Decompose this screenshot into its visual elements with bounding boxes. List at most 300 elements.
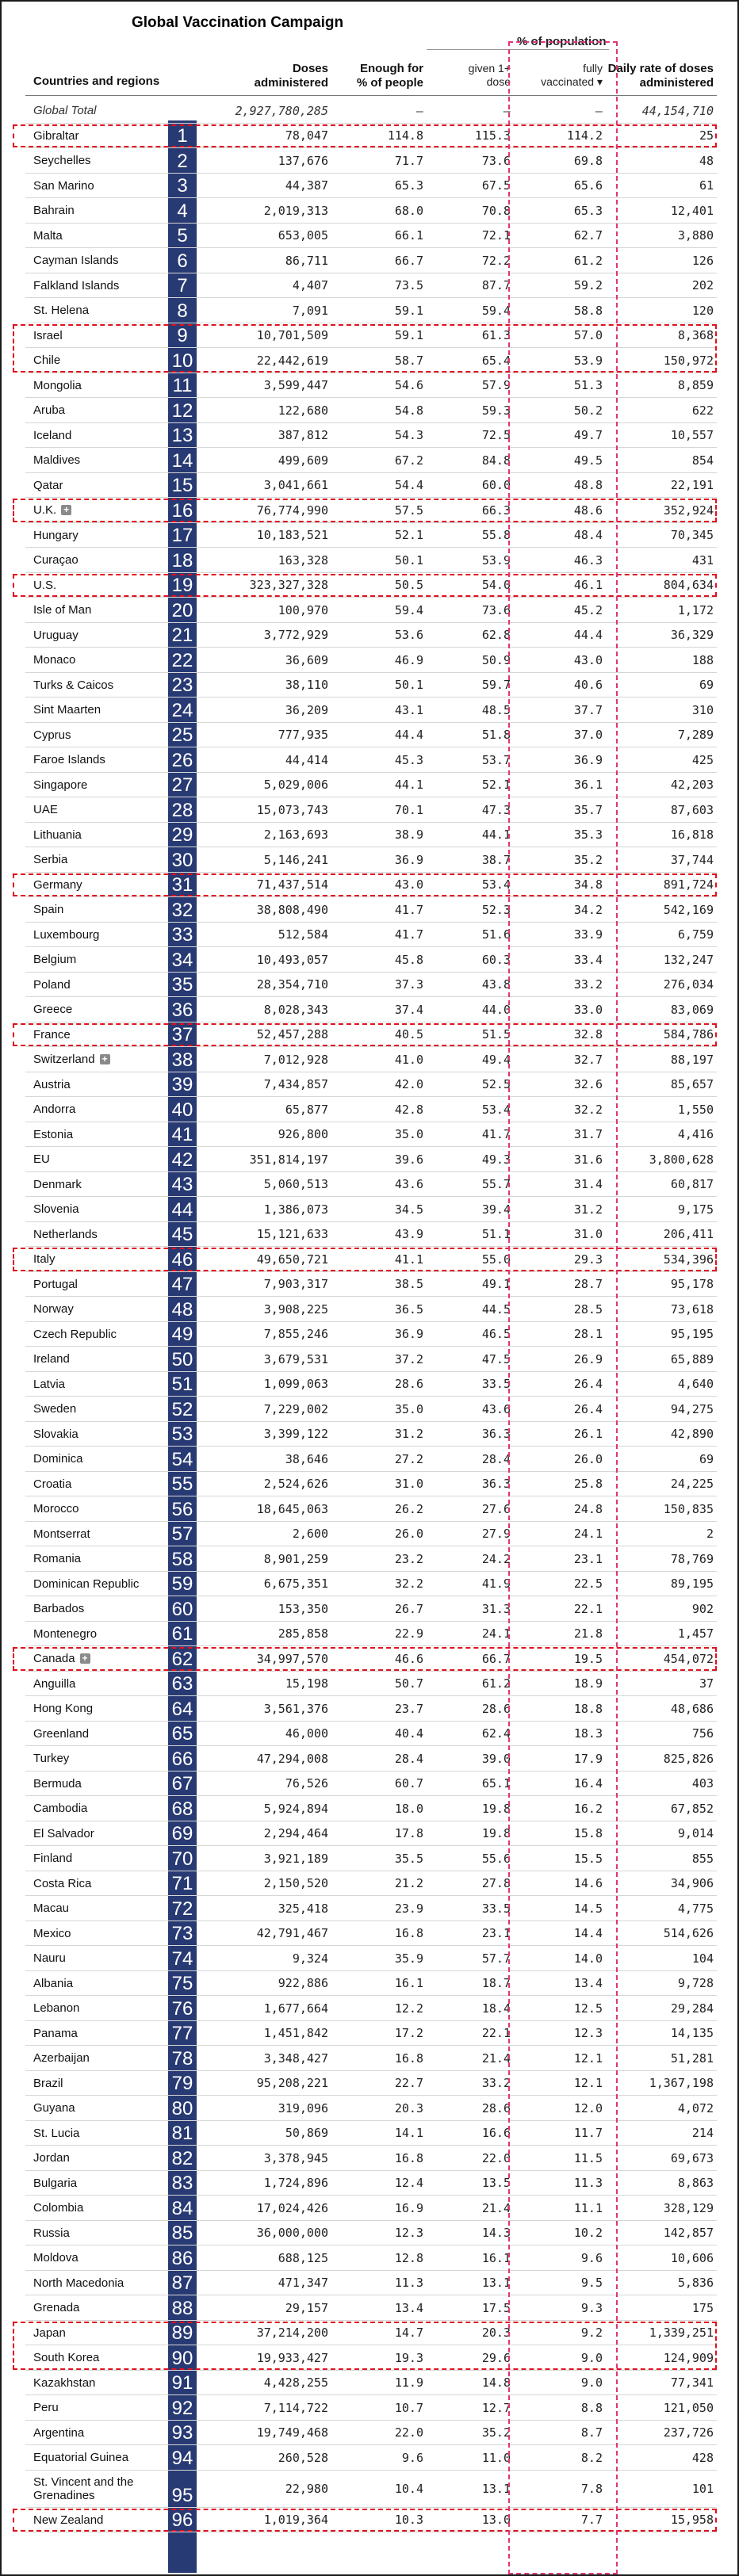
enough-cell: 60.7 bbox=[394, 1776, 423, 1791]
country-name-text: Costa Rica bbox=[33, 1876, 92, 1890]
table-row[interactable] bbox=[2, 673, 737, 698]
table-row[interactable] bbox=[2, 2471, 737, 2508]
table-row[interactable] bbox=[2, 947, 737, 973]
fully-cell: 9.3 bbox=[580, 2300, 603, 2315]
enough-cell: 41.7 bbox=[394, 902, 423, 917]
table-row[interactable] bbox=[2, 1622, 737, 1647]
doses-cell: 36,000,000 bbox=[256, 2226, 328, 2241]
fully-cell: 61.2 bbox=[573, 253, 603, 268]
table-row[interactable] bbox=[2, 2046, 737, 2071]
given-cell: 49.1 bbox=[481, 1277, 511, 1292]
enough-cell: 66.7 bbox=[394, 253, 423, 268]
given-cell: 62.4 bbox=[481, 1726, 511, 1741]
table-row[interactable] bbox=[2, 847, 737, 873]
table-row[interactable] bbox=[2, 323, 737, 349]
doses-cell: 15,198 bbox=[285, 1676, 328, 1691]
table-row[interactable] bbox=[2, 1072, 737, 1098]
table-row[interactable] bbox=[2, 2271, 737, 2296]
country-name-text: Denmark bbox=[33, 1177, 82, 1191]
given-cell: 55.8 bbox=[481, 528, 511, 543]
daily-cell: 891,724 bbox=[663, 877, 714, 892]
doses-cell: 38,646 bbox=[285, 1451, 328, 1466]
table-row[interactable] bbox=[2, 2295, 737, 2321]
country-name-text: U.S. bbox=[33, 578, 57, 592]
given-cell: 11.0 bbox=[481, 2450, 511, 2465]
table-row[interactable] bbox=[2, 573, 737, 598]
table-row[interactable] bbox=[2, 1696, 737, 1722]
table-row[interactable] bbox=[2, 398, 737, 423]
table-row[interactable] bbox=[2, 2445, 737, 2471]
enough-cell: 43.0 bbox=[394, 877, 423, 892]
doses-cell: 71,437,514 bbox=[256, 877, 328, 892]
country-name bbox=[33, 2071, 167, 2096]
doses-cell: 9,324 bbox=[292, 1951, 328, 1966]
fully-cell: 33.4 bbox=[573, 952, 603, 967]
country-name bbox=[33, 1996, 167, 2021]
country-name bbox=[33, 1322, 167, 1347]
table-row[interactable] bbox=[2, 1821, 737, 1847]
table-row[interactable] bbox=[2, 1297, 737, 1322]
daily-cell: 214 bbox=[691, 2126, 714, 2141]
table-row[interactable] bbox=[2, 2096, 737, 2121]
country-name bbox=[33, 2371, 167, 2396]
rank-number: 61 bbox=[171, 1623, 193, 1645]
given-cell: 38.7 bbox=[481, 852, 511, 867]
doses-cell: 44,387 bbox=[285, 178, 328, 193]
table-row[interactable] bbox=[2, 973, 737, 998]
given-cell: 44.0 bbox=[481, 1002, 511, 1017]
doses-cell: 2,150,520 bbox=[263, 1876, 328, 1891]
table-row[interactable] bbox=[2, 1796, 737, 1821]
country-name-text: Bermuda bbox=[33, 1776, 82, 1791]
doses-cell: 5,924,894 bbox=[263, 1801, 328, 1816]
rank-number: 94 bbox=[171, 2447, 193, 2469]
enough-cell: 70.1 bbox=[394, 802, 423, 817]
fully-cell: 8.7 bbox=[580, 2425, 603, 2440]
table-row[interactable] bbox=[2, 1722, 737, 1747]
table-row[interactable] bbox=[2, 298, 737, 323]
fully-cell: 11.7 bbox=[573, 2126, 603, 2141]
table-row[interactable] bbox=[2, 1672, 737, 1697]
table-row[interactable] bbox=[2, 2171, 737, 2196]
doses-cell: 319,096 bbox=[278, 2100, 328, 2115]
table-row[interactable] bbox=[2, 1122, 737, 1148]
country-name-text: Falkland Islands bbox=[33, 278, 120, 292]
rank-number: 12 bbox=[171, 399, 193, 422]
table-row[interactable] bbox=[2, 2371, 737, 2396]
given-cell: 60.3 bbox=[481, 952, 511, 967]
rank-number: 43 bbox=[171, 1174, 193, 1195]
header-doses[interactable] bbox=[197, 62, 328, 90]
country-name bbox=[33, 423, 167, 449]
table-row[interactable] bbox=[2, 1022, 737, 1048]
daily-cell: 24,225 bbox=[670, 1477, 714, 1492]
table-row[interactable] bbox=[2, 498, 737, 523]
daily-cell: 175 bbox=[691, 2300, 714, 2315]
country-name-text: Uruguay bbox=[33, 628, 78, 642]
table-row[interactable] bbox=[2, 598, 737, 623]
rank-number: 80 bbox=[171, 2097, 193, 2119]
rank-number: 49 bbox=[171, 1324, 193, 1345]
enough-cell: 114.8 bbox=[387, 128, 423, 143]
doses-cell: 3,599,447 bbox=[263, 378, 328, 393]
daily-cell: 534,396 bbox=[663, 1252, 714, 1267]
table-row[interactable] bbox=[2, 2345, 737, 2371]
table-row[interactable] bbox=[2, 2021, 737, 2047]
given-cell: 70.8 bbox=[481, 203, 511, 218]
table-row[interactable] bbox=[2, 648, 737, 673]
given-cell: 22.1 bbox=[481, 2026, 511, 2041]
rank-number: 15 bbox=[171, 475, 193, 496]
enough-cell: 14.7 bbox=[394, 2326, 423, 2341]
rank-number: 30 bbox=[171, 849, 193, 871]
given-cell: 24.1 bbox=[481, 1626, 511, 1642]
country-name-text: Montserrat bbox=[33, 1527, 90, 1541]
fully-cell: 22.1 bbox=[573, 1601, 603, 1616]
doses-cell: 10,493,057 bbox=[256, 952, 328, 967]
enough-cell: 14.1 bbox=[394, 2126, 423, 2141]
fully-cell: 59.2 bbox=[573, 278, 603, 293]
fully-cell: 58.8 bbox=[573, 303, 603, 318]
fully-cell: 7.8 bbox=[580, 2482, 603, 2496]
doses-cell: 100,970 bbox=[278, 602, 328, 617]
rank-number: 26 bbox=[171, 749, 193, 771]
doses-cell: 22,442,619 bbox=[256, 353, 328, 368]
table-row[interactable] bbox=[2, 174, 737, 199]
country-name-text: Italy bbox=[33, 1252, 56, 1267]
daily-cell: 132,247 bbox=[663, 952, 714, 967]
table-row[interactable] bbox=[2, 423, 737, 449]
fully-cell: 65.6 bbox=[573, 178, 603, 193]
table-row[interactable] bbox=[2, 1496, 737, 1522]
country-name-text: Chile bbox=[33, 354, 61, 368]
doses-cell: 7,434,857 bbox=[263, 1077, 328, 1092]
fully-cell: 10.2 bbox=[573, 2226, 603, 2241]
enough-cell: 65.3 bbox=[394, 178, 423, 193]
fully-cell: 36.1 bbox=[573, 778, 603, 793]
table-row[interactable] bbox=[2, 1596, 737, 1622]
given-cell: 53.4 bbox=[481, 1102, 511, 1117]
fully-cell: 32.7 bbox=[573, 1052, 603, 1067]
table-row[interactable] bbox=[2, 797, 737, 823]
rank-number: 92 bbox=[171, 2397, 193, 2419]
fully-cell: 22.5 bbox=[573, 1577, 603, 1592]
daily-cell: 61 bbox=[699, 178, 714, 193]
given-cell: 21.4 bbox=[481, 2050, 511, 2066]
rank-number: 11 bbox=[172, 375, 193, 396]
table-row[interactable] bbox=[2, 348, 737, 373]
fully-cell: 48.6 bbox=[573, 503, 603, 518]
table-row[interactable] bbox=[2, 124, 737, 149]
country-name-text: Peru bbox=[33, 2401, 59, 2415]
daily-cell: 14,135 bbox=[670, 2026, 714, 2041]
doses-cell: 323,327,328 bbox=[249, 578, 328, 593]
country-name-text: Faroe Islands bbox=[33, 753, 105, 767]
given-cell: 23.1 bbox=[481, 1926, 511, 1941]
table-row[interactable] bbox=[2, 2245, 737, 2271]
table-row[interactable] bbox=[2, 273, 737, 299]
country-name-text: Bulgaria bbox=[33, 2176, 78, 2190]
rank-number: 86 bbox=[171, 2247, 193, 2269]
country-name bbox=[33, 1397, 167, 1422]
header-given-line2: dose bbox=[486, 75, 511, 88]
country-name-text: Kazakhstan bbox=[33, 2375, 96, 2390]
country-name-text: Serbia bbox=[33, 853, 68, 867]
table-row[interactable] bbox=[2, 1846, 737, 1871]
table-row[interactable] bbox=[2, 1247, 737, 1272]
country-name bbox=[33, 1546, 167, 1572]
table-row[interactable] bbox=[2, 224, 737, 249]
fully-cell: 44.4 bbox=[573, 628, 603, 643]
fully-cell: 18.9 bbox=[573, 1676, 603, 1691]
country-name bbox=[33, 248, 167, 273]
country-name bbox=[33, 2021, 167, 2047]
given-cell: 31.3 bbox=[481, 1601, 511, 1616]
fully-cell: 65.3 bbox=[573, 203, 603, 218]
rank-number: 70 bbox=[171, 1848, 193, 1870]
rank-number: 91 bbox=[171, 2372, 193, 2394]
country-name bbox=[33, 2096, 167, 2121]
country-name bbox=[33, 2295, 167, 2321]
fully-cell: 7.7 bbox=[580, 2513, 603, 2528]
fully-cell: 31.6 bbox=[573, 1152, 603, 1167]
table-row[interactable] bbox=[2, 723, 737, 748]
table-row[interactable] bbox=[2, 1397, 737, 1422]
country-name-text: Poland bbox=[33, 977, 71, 992]
doses-cell: 3,772,929 bbox=[263, 628, 328, 643]
table-row[interactable] bbox=[2, 1047, 737, 1072]
doses-cell: 3,679,531 bbox=[263, 1351, 328, 1366]
table-row[interactable] bbox=[2, 473, 737, 499]
table-row[interactable] bbox=[2, 1272, 737, 1298]
enough-cell: 10.7 bbox=[394, 2400, 423, 2415]
country-name bbox=[33, 1197, 167, 1222]
table-row[interactable] bbox=[2, 523, 737, 548]
country-name bbox=[33, 1297, 167, 1322]
enough-cell: 9.6 bbox=[401, 2450, 423, 2465]
table-row[interactable] bbox=[2, 698, 737, 723]
global-total-enough: – bbox=[415, 103, 423, 118]
country-name-text: Croatia bbox=[33, 1477, 72, 1491]
country-name-text: Guyana bbox=[33, 2101, 75, 2115]
table-row[interactable] bbox=[2, 747, 737, 773]
table-row[interactable] bbox=[2, 1147, 737, 1172]
rank-number: 48 bbox=[171, 1298, 193, 1320]
header-given[interactable] bbox=[423, 62, 511, 89]
table-row[interactable] bbox=[2, 2508, 737, 2533]
table-row[interactable] bbox=[2, 1572, 737, 1597]
daily-cell: 10,557 bbox=[670, 428, 714, 443]
country-name bbox=[33, 923, 167, 948]
country-name-text: Dominica bbox=[33, 1452, 83, 1466]
given-cell: 13.5 bbox=[481, 2176, 511, 2191]
enough-cell: 52.1 bbox=[394, 528, 423, 543]
rank-number: 57 bbox=[171, 1523, 193, 1545]
table-row[interactable] bbox=[2, 1746, 737, 1771]
doses-cell: 46,000 bbox=[285, 1726, 328, 1741]
table-row[interactable] bbox=[2, 148, 737, 174]
table-row[interactable] bbox=[2, 2221, 737, 2246]
table-row[interactable] bbox=[2, 1472, 737, 1497]
rank-number: 58 bbox=[171, 1548, 193, 1570]
table-row[interactable] bbox=[2, 997, 737, 1022]
doses-cell: 42,791,467 bbox=[256, 1926, 328, 1941]
table-row[interactable] bbox=[2, 1197, 737, 1222]
global-total-row bbox=[2, 98, 737, 124]
fully-cell: 12.1 bbox=[573, 2076, 603, 2091]
enough-cell: 36.9 bbox=[394, 1327, 423, 1342]
given-cell: 27.8 bbox=[481, 1876, 511, 1891]
daily-cell: 48 bbox=[699, 153, 714, 168]
daily-cell: 69,673 bbox=[670, 2150, 714, 2165]
table-row[interactable] bbox=[2, 823, 737, 848]
given-cell: 22.0 bbox=[481, 2150, 511, 2165]
rank-number: 33 bbox=[171, 924, 193, 946]
given-cell: 20.3 bbox=[481, 2326, 511, 2341]
given-cell: 18.4 bbox=[481, 2001, 511, 2016]
enough-cell: 16.8 bbox=[394, 2050, 423, 2066]
table-row[interactable] bbox=[2, 1422, 737, 1447]
rank-number: 2 bbox=[177, 150, 188, 172]
country-name bbox=[33, 747, 167, 773]
table-row[interactable] bbox=[2, 1646, 737, 1672]
country-name-text: Morocco bbox=[33, 1502, 79, 1516]
fully-cell: 53.9 bbox=[573, 353, 603, 368]
country-name-text: Hungary bbox=[33, 528, 78, 542]
table-row[interactable] bbox=[2, 548, 737, 573]
table-row[interactable] bbox=[2, 1347, 737, 1372]
doses-cell: 19,749,468 bbox=[256, 2425, 328, 2440]
rank-number: 27 bbox=[171, 774, 193, 796]
rank-number: 32 bbox=[171, 899, 193, 921]
given-cell: 52.1 bbox=[481, 778, 511, 793]
enough-cell: 35.0 bbox=[394, 1401, 423, 1416]
expand-plus-icon[interactable]: + bbox=[100, 1054, 110, 1064]
doses-cell: 22,980 bbox=[285, 2482, 328, 2496]
header-enough[interactable] bbox=[328, 62, 423, 90]
rank-number: 7 bbox=[177, 275, 188, 296]
table-row[interactable] bbox=[2, 773, 737, 798]
doses-cell: 1,724,896 bbox=[263, 2176, 328, 2191]
table-row[interactable] bbox=[2, 448, 737, 473]
table-row[interactable] bbox=[2, 1097, 737, 1122]
given-cell: 28.6 bbox=[481, 1701, 511, 1716]
table-row[interactable] bbox=[2, 2071, 737, 2096]
global-total-doses: 2,927,780,285 bbox=[235, 103, 328, 118]
table-row[interactable] bbox=[2, 897, 737, 923]
country-name-text: Slovenia bbox=[33, 1202, 79, 1217]
header-given-line1: given 1+ bbox=[468, 62, 511, 75]
doses-cell: 512,584 bbox=[278, 927, 328, 942]
table-row[interactable] bbox=[2, 1871, 737, 1897]
fully-cell: 31.7 bbox=[573, 1127, 603, 1142]
header-daily[interactable] bbox=[603, 62, 714, 90]
rank-number: 29 bbox=[171, 824, 193, 846]
country-name bbox=[33, 997, 167, 1022]
country-name-text: Slovakia bbox=[33, 1427, 78, 1441]
table-row[interactable] bbox=[2, 623, 737, 648]
daily-cell: 756 bbox=[691, 1726, 714, 1741]
country-name bbox=[33, 1372, 167, 1397]
daily-cell: 48,686 bbox=[670, 1701, 714, 1716]
country-name-text: Hong Kong bbox=[33, 1702, 94, 1716]
fully-cell: 11.5 bbox=[573, 2150, 603, 2165]
table-row[interactable] bbox=[2, 1546, 737, 1572]
rank-number: 22 bbox=[171, 649, 193, 671]
country-name-text: Romania bbox=[33, 1552, 82, 1566]
table-row[interactable] bbox=[2, 1522, 737, 1547]
table-row[interactable] bbox=[2, 1322, 737, 1347]
doses-cell: 1,019,364 bbox=[263, 2513, 328, 2528]
country-name bbox=[33, 198, 167, 224]
table-row[interactable] bbox=[2, 923, 737, 948]
country-name bbox=[33, 773, 167, 798]
table-row[interactable] bbox=[2, 1921, 737, 1947]
daily-cell: 88,197 bbox=[670, 1052, 714, 1067]
table-row[interactable] bbox=[2, 2196, 737, 2221]
daily-cell: 902 bbox=[691, 1601, 714, 1616]
table-row[interactable] bbox=[2, 1372, 737, 1397]
table-row[interactable] bbox=[2, 2121, 737, 2146]
enough-cell: 50.7 bbox=[394, 1676, 423, 1691]
daily-cell: 310 bbox=[691, 702, 714, 717]
table-row[interactable] bbox=[2, 1172, 737, 1198]
fully-cell: 35.2 bbox=[573, 852, 603, 867]
expand-plus-icon[interactable]: + bbox=[61, 505, 71, 515]
table-row[interactable] bbox=[2, 2146, 737, 2171]
table-row[interactable] bbox=[2, 2421, 737, 2446]
enough-cell: 54.3 bbox=[394, 428, 423, 443]
table-row[interactable] bbox=[2, 1996, 737, 2021]
rank-number: 51 bbox=[171, 1374, 193, 1395]
table-row[interactable] bbox=[2, 1222, 737, 1248]
given-cell: 41.9 bbox=[481, 1577, 511, 1592]
country-name-text: UAE bbox=[33, 803, 58, 817]
daily-cell: 85,657 bbox=[670, 1077, 714, 1092]
expand-plus-icon[interactable]: + bbox=[80, 1653, 90, 1664]
enough-cell: 42.0 bbox=[394, 1077, 423, 1092]
rank-number: 69 bbox=[171, 1823, 193, 1844]
table-row[interactable] bbox=[2, 1447, 737, 1472]
daily-cell: 89,195 bbox=[670, 1577, 714, 1592]
table-row[interactable] bbox=[2, 2395, 737, 2421]
country-name bbox=[33, 1097, 167, 1122]
country-name-text: Russia bbox=[33, 2226, 70, 2240]
country-name bbox=[33, 1496, 167, 1522]
table-row[interactable] bbox=[2, 373, 737, 399]
given-cell: 29.6 bbox=[481, 2350, 511, 2365]
enough-cell: 50.1 bbox=[394, 678, 423, 693]
enough-cell: 16.8 bbox=[394, 1926, 423, 1941]
header-fully-line1: fully bbox=[583, 62, 603, 75]
table-row[interactable] bbox=[2, 198, 737, 224]
table-row[interactable] bbox=[2, 1946, 737, 1971]
table-row[interactable] bbox=[2, 873, 737, 898]
enough-cell: 66.1 bbox=[394, 228, 423, 243]
table-row[interactable] bbox=[2, 1971, 737, 1997]
daily-cell: 51,281 bbox=[670, 2050, 714, 2066]
table-row[interactable] bbox=[2, 1896, 737, 1921]
given-cell: 51.6 bbox=[481, 927, 511, 942]
enough-cell: 44.4 bbox=[394, 728, 423, 743]
fully-cell: 31.0 bbox=[573, 1227, 603, 1242]
table-row[interactable] bbox=[2, 2321, 737, 2346]
fully-cell: 49.5 bbox=[573, 453, 603, 468]
given-cell: 72.5 bbox=[481, 428, 511, 443]
table-row[interactable] bbox=[2, 1771, 737, 1797]
daily-cell: 352,924 bbox=[663, 503, 714, 518]
table-row[interactable] bbox=[2, 248, 737, 273]
